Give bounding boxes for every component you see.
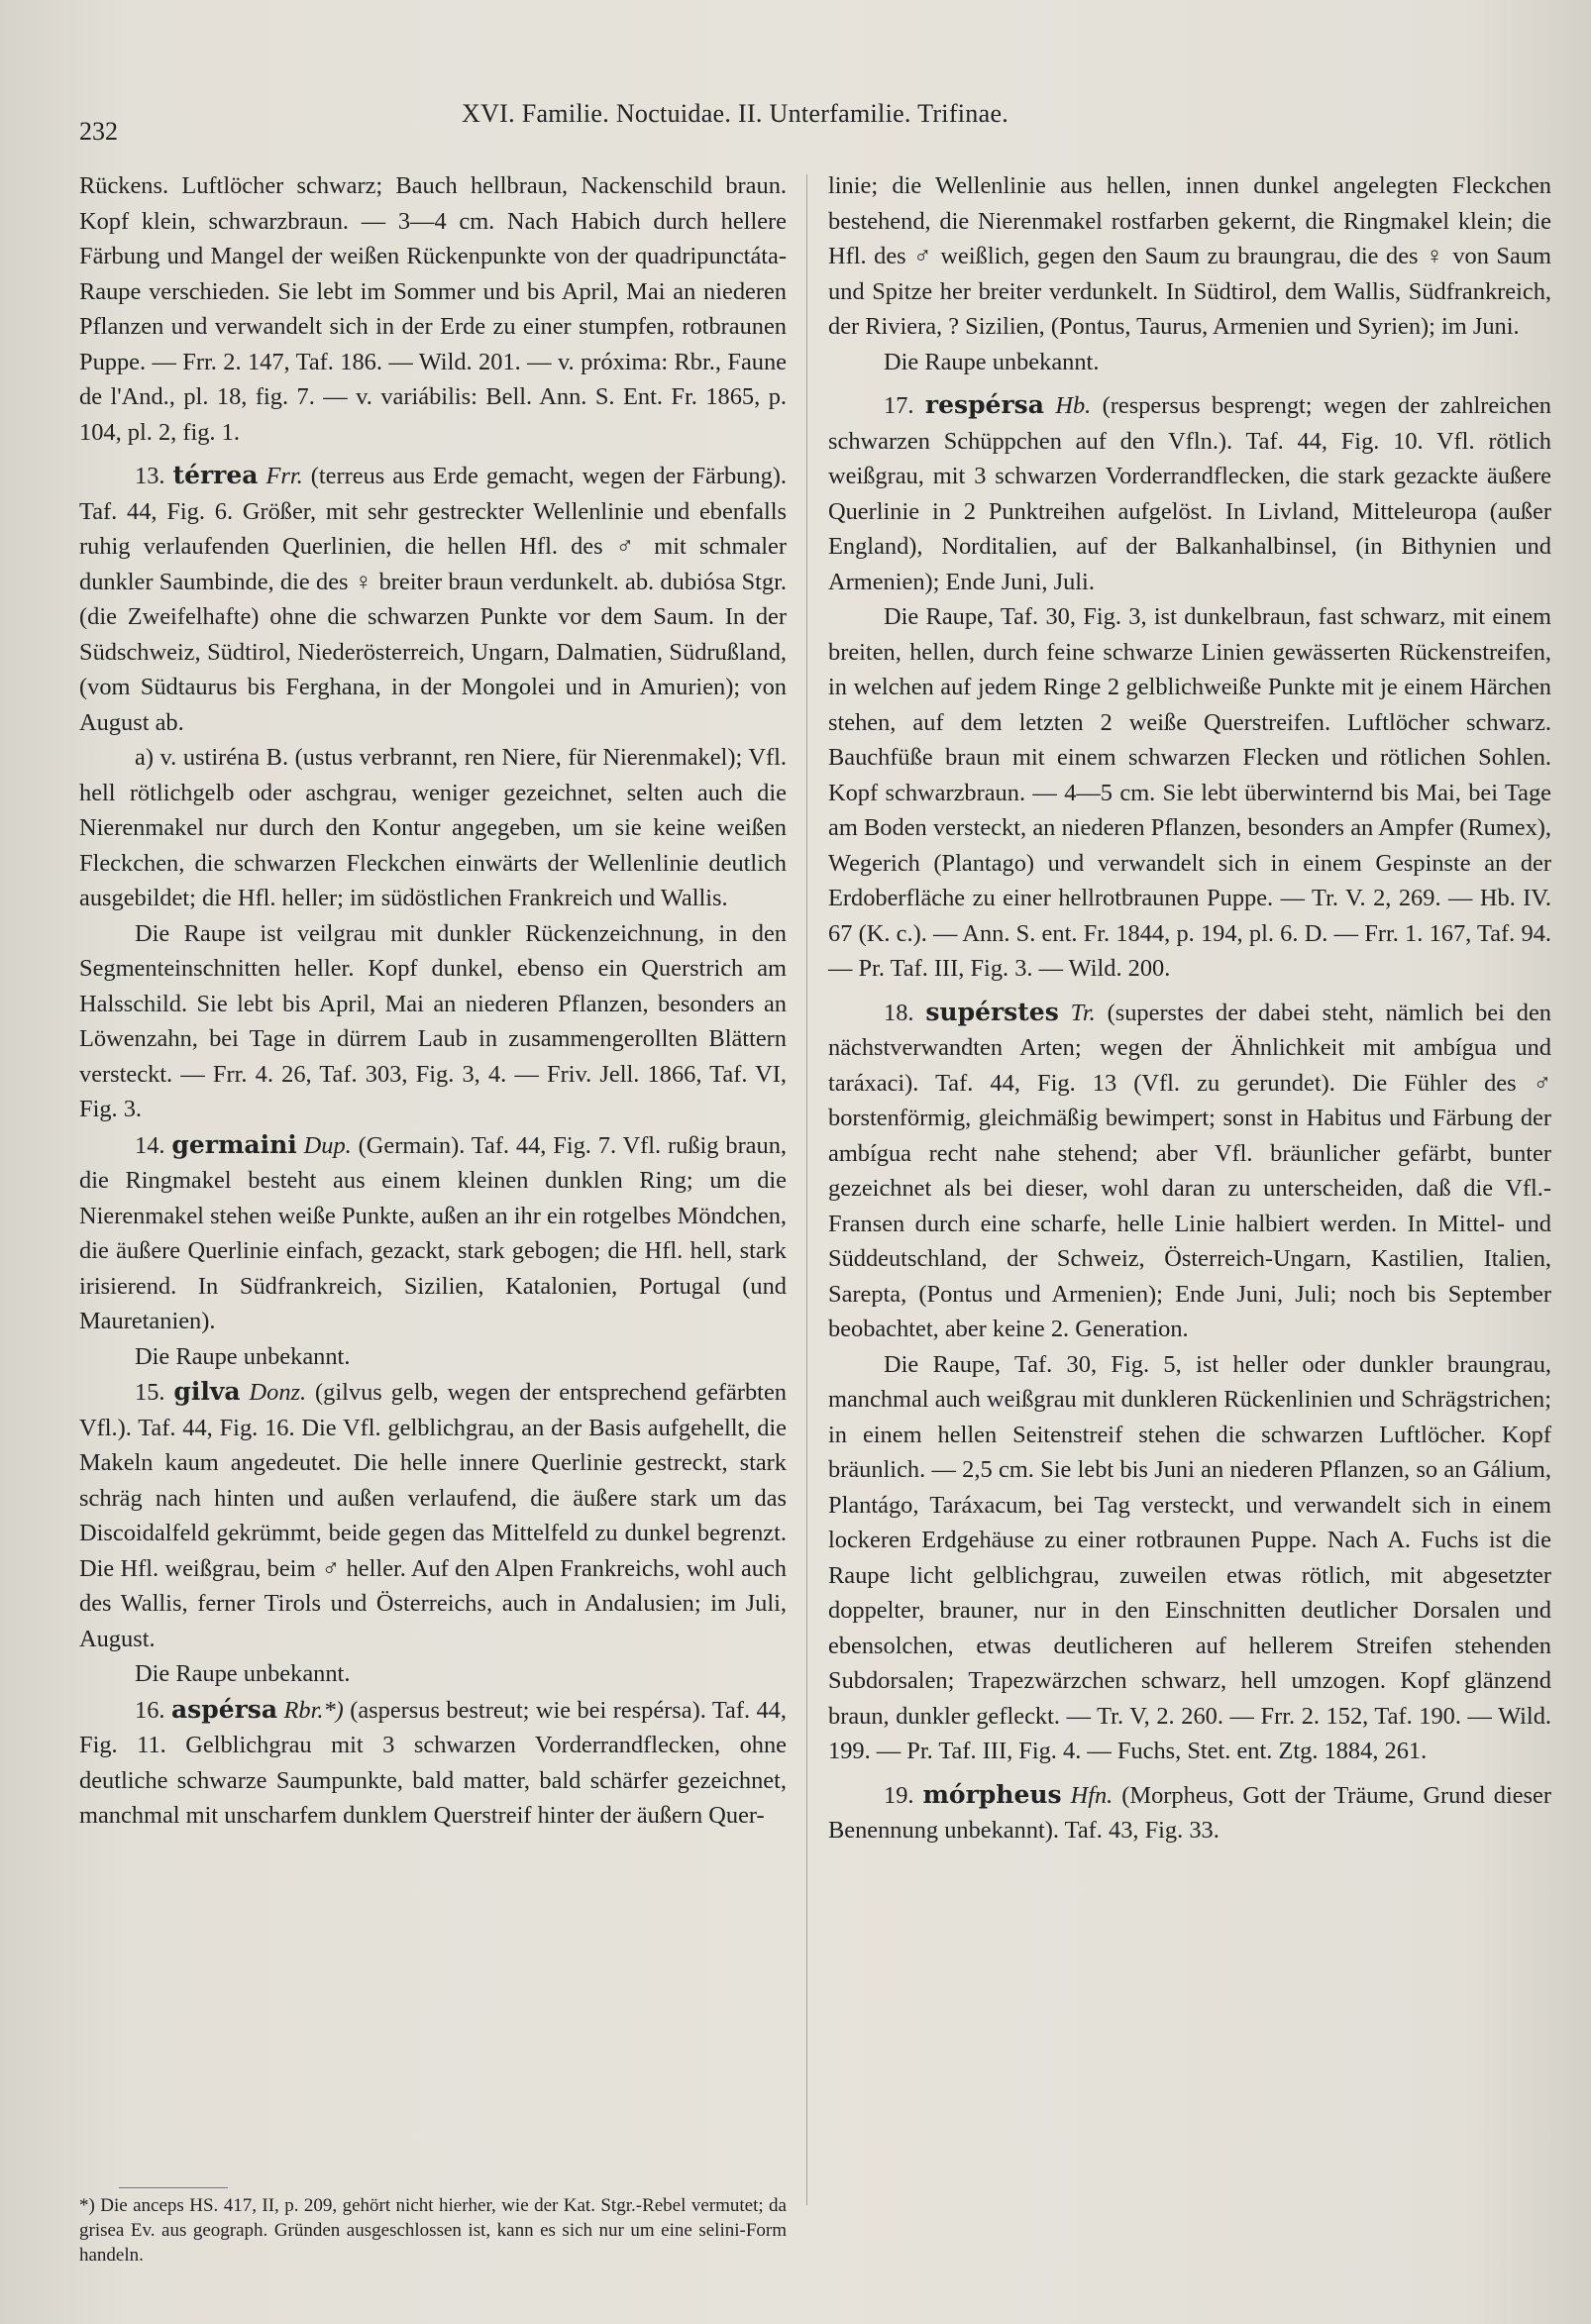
column-divider — [806, 174, 807, 2205]
author: Frr. — [265, 463, 303, 489]
entry-13-caterpillar: Die Raupe ist veilgrau mit dunkler Rückenzeichnung, in den Segmenteinschnitten heller. Kopf dunkel, ebenso ein Querstrich am Halsschild. Sie lebt bis April, Mai an niederen Pflanzen, besonders an Löwenzahn, bei Tage in dürrem Laub in zusammengerollten Blättern versteckt. — Frr. 4. 26, Taf. 303, Fig. 3, 4. — Friv. Jell. 1866, Taf. VI, Fig. 3. — [79, 919, 787, 1122]
entry-number: 18. — [884, 999, 914, 1026]
entry-number: 19. — [884, 1781, 914, 1809]
footnote-rule — [119, 2187, 228, 2188]
entry-15-caterpillar: Die Raupe unbekannt. — [135, 1660, 351, 1687]
species-name: aspérsa — [170, 1694, 278, 1724]
entry-number: 14. — [135, 1131, 165, 1159]
author: Hb. — [1055, 392, 1092, 419]
entry-16-caterpillar: Die Raupe unbekannt. — [884, 348, 1100, 375]
species-name: mórpheus — [922, 1779, 1062, 1809]
left-column — [79, 168, 787, 1834]
footnote: *) Die anceps HS. 417, II, p. 209, gehört nicht hierher, wie der Kat. Stgr.-Rebel vermutet; da grisea Ev. aus geograph. Gründen ausgeschlossen ist, kann es sich nur um eine selini-Form handeln. — [79, 2195, 787, 2266]
entry-14-caterpillar: Die Raupe unbekannt. — [135, 1342, 351, 1370]
entry-18 — [828, 995, 1551, 1347]
entry-text: (gilvus gelb, wegen der entsprechend gefärbten Vfl.). Taf. 44, Fig. 16. Die Vfl. gelblichgrau, an der Basis aufgehellt, die Makeln kaum angedeutet. Die helle innere Querlinie gestreckt, stark schräg nach hinten und außen verlaufend, die äußere stark um das Discoidalfeld gekrümmt, beide gegen das Mittelfeld zu dunkel begrenzt. Die Hfl. weißgrau, beim ♂ heller. Auf den Alpen Frankreichs, wohl auch des Wallis, ferner Tirols und Österreichs, auch in Andalusien; im Juli, August. — [79, 1379, 787, 1652]
entry-16 — [79, 1692, 787, 1834]
entry-18-caterpillar: Die Raupe, Taf. 30, Fig. 5, ist heller oder dunkler braungrau, manchmal auch weißgrau mit dunkleren Rückenlinien und Schrägstrichen; in einem hellen Seitenstreif stehen die schwarzen Luftlöcher. Kopf bräunlich. — 2,5 cm. Sie lebt bis Juni an niederen Pflanzen, so an Gálium, Plantágo, Taráxacum, bei Tag versteckt, und verwandelt sich in einem lockeren Erdgehäuse zu einer rotbraunen Puppe. Nach A. Fuchs ist die Raupe licht gelblichgrau, zuweilen etwas rötlich, mit abgesetzter doppelter, brauner, nur in den Einschnitten deutlicher Dorsalen und ebensolchen, etwas deutlicheren auf hellerem Streifen stehenden Subdorsalen; Trapezwärzchen schwarz, hell umzogen. Kopf glänzend braun, dunkler gefleckt. — Tr. V, 2. 260. — Frr. 2. 152, Taf. 190. — Wild. 199. — Pr. Taf. III, Fig. 4. — Fuchs, Stet. ent. Ztg. 1884, 261. — [828, 1350, 1551, 1764]
page-number: 232 — [79, 117, 118, 146]
author: Donz. — [249, 1379, 307, 1406]
species-name: gilva — [173, 1377, 241, 1406]
running-head: XVI. Familie. Noctuidae. II. Unterfamilie. Trifinae. — [462, 99, 1009, 128]
entry-17-caterpillar: Die Raupe, Taf. 30, Fig. 3, ist dunkelbraun, fast schwarz, mit einem breiten, hellen, durch feine schwarze Linien gewässerten Rückenstreifen, in welchen auf jedem Ringe 2 gelblichweiße Punkte mit je einem Härchen stehen, auf dem letzten 2 weiße Querstreifen. Luftlöcher schwarz. Bauchfüße braun mit einem schwarzen Flecken und rötlichen Sohlen. Kopf schwarzbraun. — 4—5 cm. Sie lebt überwinternd bis Mai, bei Tage am Boden versteckt, an niederen Pflanzen, besonders an Ampfer (Rumex), Wegerich (Plantago) und verwandelt sich in einem Gespinste an der Erdoberfläche zu einer hellrotbraunen Puppe. — Tr. V. 2, 269. — Hb. IV. 67 (K. c.). — Ann. S. ent. Fr. 1844, p. 194, pl. 6. D. — Frr. 1. 167, Taf. 94. — Pr. Taf. III, Fig. 3. — Wild. 200. — [828, 603, 1551, 982]
species-name: supérstes — [925, 997, 1059, 1026]
entry-text: (respersus besprengt; wegen der zahlreichen schwarzen Schüppchen auf den Vfln.). Taf. 44, Fig. 10. Vfl. rötlich weißgrau, mit 3 schwarzen Vorderrandflecken, die stark gezackte äußere Querlinie in 2 Punktreihen aufgelöst. In Livland, Mitteleuropa (außer England), Norditalien, auf der Balkanhalbinsel, (in Bithynien und Armenien); Ende Juni, Juli. — [828, 392, 1551, 595]
entry-17 — [828, 387, 1551, 599]
species-name: térrea — [172, 461, 259, 489]
entry-text: (superstes der dabei steht, nämlich bei den nächstverwandten Arten; wegen der Ähnlichkeit mit ambígua und taráxaci). Taf. 44, Fig. 13 (Vfl. zu gerundet). Die Fühler des ♂ borstenförmig, gleichmäßig bewimpert; sonst in Habitus und Färbung der ambígua recht nahe stehend; aber Vfl. bräunlicher gefärbt, bunter gezeichnet als bei dieser, wohl daran zu unterscheiden, daß die Vfl.-Fransen durch eine scharfe, helle Linie halbiert werden. In Mittel- und Süddeutschland, der Schweiz, Österreich-Ungarn, Kastilien, Italien, Sarepta, (Pontus und Armenien); Ende Juni, Juli; noch bis September beobachtet, aber keine 2. Generation. — [828, 999, 1551, 1342]
right-column — [828, 168, 1551, 1849]
entry-text: (terreus aus Erde gemacht, wegen der Färbung). Taf. 44, Fig. 6. Größer, mit sehr gestreckter Wellenlinie und ebenfalls ruhig verlaufenden Querlinien, die hellen Hfl. des ♂ mit schmaler dunkler Saumbinde, die des ♀ breiter braun verdunkelt. ab. dubiósa Stgr. (die Zweifelhafte) ohne die schwarzen Punkte vor dem Saum. In der Südschweiz, Südtirol, Niederösterreich, Ungarn, Dalmatien, Südrußland, (vom Südtaurus bis Ferghana, in der Mongolei und in Amurien); von August ab. — [79, 463, 787, 736]
entry-number: 13. — [135, 463, 165, 489]
entry-14 — [79, 1127, 787, 1339]
entry-text: (Morpheus, Gott der Träume, Grund dieser Benennung unbekannt). Taf. 43, Fig. 33. — [828, 1781, 1551, 1844]
author: Dup. — [303, 1131, 352, 1159]
entry-number: 16. — [135, 1696, 165, 1724]
species-name: germaini — [171, 1129, 297, 1159]
author: Hfn. — [1070, 1781, 1114, 1809]
entry-19 — [828, 1777, 1551, 1849]
entry-text: (aspersus bestreut; wie bei respérsa). Taf. 44, Fig. 11. Gelblichgrau mit 3 schwarzen Vorderrandflecken, ohne deutliche schwarze Saumpunkte, bald matter, bald schärfer gezeichnet, manchmal mit unscharfem dunklem Querstreif hinter der äußern Quer- — [79, 1696, 787, 1829]
entry-number: 15. — [135, 1379, 165, 1406]
entry-13 — [79, 458, 787, 740]
paragraph-continuation: linie; die Wellenlinie aus hellen, innen dunkel angelegten Fleckchen bestehend, die Nierenmakel rostfarben gekernt, die Ringmakel klein; die Hfl. des ♂ weißlich, gegen den Saum zu braungrau, die des ♀ von Saum und Spitze her breiter verdunkelt. In Südtirol, dem Wallis, Südfrankreich, der Riviera, ? Sizilien, (Pontus, Taurus, Armenien und Syrien); im Juni. — [828, 172, 1551, 340]
entry-13-variety: a) v. ustiréna B. (ustus verbrannt, ren Niere, für Nierenmakel); Vfl. hell rötlichgelb oder aschgrau, weniger gezeichnet, selten auch die Nierenmakel nur durch den Kontur angegeben, um sie keine weißen Fleckchen, die schwarzen Fleckchen einwärts der Wellenlinie deutlich ausgebildet; die Hfl. heller; im südöstlichen Frankreich und Wallis. — [79, 744, 787, 911]
species-name: respérsa — [924, 390, 1044, 419]
paragraph-continuation: Rückens. Luftlöcher schwarz; Bauch hellbraun, Nackenschild braun. Kopf klein, schwarzbraun. — 3—4 cm. Nach Habich durch hellere Färbung und Mangel der weißen Rückenpunkte von der quadripunctáta-Raupe verschieden. Sie lebt im Sommer und bis April, Mai an niederen Pflanzen und verwandelt sich in der Erde zu einer stumpfen, rotbraunen Puppe. — Frr. 2. 147, Taf. 186. — Wild. 201. — v. próxima: Rbr., Faune de l'And., pl. 18, fig. 7. — v. variábilis: Bell. Ann. S. Ent. Fr. 1865, p. 104, pl. 2, fig. 1. — [79, 172, 787, 446]
author: Rbr.*) — [283, 1696, 344, 1724]
entry-text: (Germain). Taf. 44, Fig. 7. Vfl. rußig braun, die Ringmakel besteht aus einem kleinen dunklen Ring; um die Nierenmakel stehen weiße Punkte, außen an ihr ein rotgelbes Möndchen, die äußere Querlinie einfach, gezackt, stark gebogen; die Hfl. hell, stark irisierend. In Südfrankreich, Sizilien, Katalonien, Portugal (und Mauretanien). — [79, 1131, 787, 1334]
entry-15 — [79, 1374, 787, 1656]
author: Tr. — [1070, 999, 1096, 1026]
entry-number: 17. — [884, 392, 914, 419]
